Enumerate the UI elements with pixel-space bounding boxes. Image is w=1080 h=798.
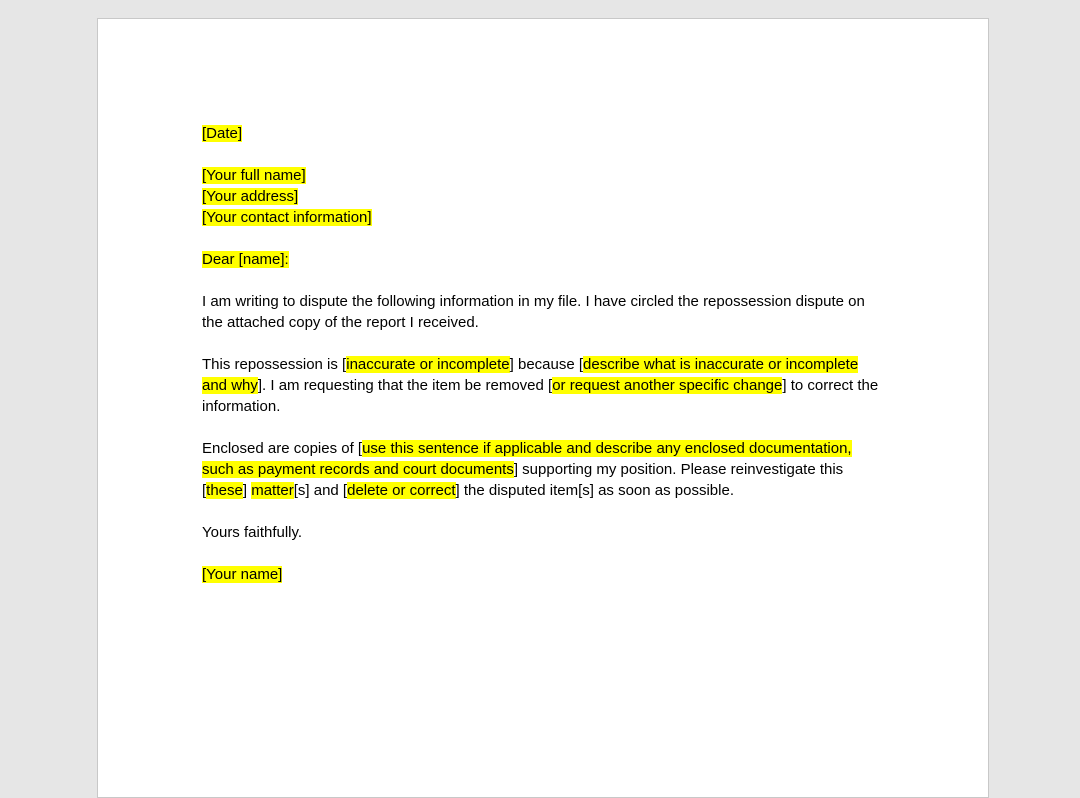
- paragraph-2[interactable]: [202, 354, 882, 417]
- date-placeholder[interactable]: [Date]: [202, 125, 243, 142]
- sender-name-line: [202, 165, 882, 186]
- para3-highlight-2[interactable]: these: [206, 482, 243, 499]
- para2-highlight-1[interactable]: inaccurate or incomplete: [346, 356, 510, 373]
- para3-text-3: ]: [242, 482, 252, 499]
- sender-address-line: [202, 186, 882, 207]
- paragraph-3[interactable]: [202, 438, 882, 501]
- date-line: [202, 123, 882, 144]
- para3-text-5: ] the disputed item[s] as soon as possible.: [455, 482, 734, 499]
- para3-highlight-4[interactable]: delete or correct: [347, 482, 456, 499]
- para2-text-3: ]. I am requesting that the item be removed [: [257, 377, 553, 394]
- signature-line: [202, 564, 882, 585]
- document-page: [97, 18, 989, 798]
- salutation-placeholder[interactable]: Dear [name]:: [202, 251, 289, 268]
- sender-address-placeholder[interactable]: [Your address]: [202, 188, 299, 205]
- para2-text-1: This repossession is [: [202, 356, 347, 373]
- para2-highlight-2[interactable]: describe what is inaccurate or incomplete and why: [202, 356, 859, 394]
- para2-highlight-3[interactable]: or request another specific change: [552, 377, 783, 394]
- para3-text-4: [s] and [: [293, 482, 348, 499]
- signature-placeholder[interactable]: [Your name]: [202, 566, 283, 583]
- sender-contact-placeholder[interactable]: [Your contact information]: [202, 209, 372, 226]
- para3-highlight-1[interactable]: use this sentence if applicable and describe any enclosed documentation, such as payment records and court documents: [202, 440, 852, 478]
- sender-contact-line: [202, 207, 882, 228]
- para3-text-2: ] supporting my position. Please reinvestigate this [: [202, 461, 844, 499]
- closing-line[interactable]: Yours faithfully.: [202, 524, 303, 541]
- letter-body: [202, 123, 882, 606]
- para3-text-1: Enclosed are copies of [: [202, 440, 363, 457]
- paragraph-1[interactable]: I am writing to dispute the following information in my file. I have circled the repossession dispute on the attached copy of the report I received.: [202, 293, 865, 331]
- para2-text-2: ] because [: [509, 356, 584, 373]
- para2-text-4: ] to correct the information.: [202, 377, 879, 415]
- salutation-line: [202, 249, 882, 270]
- sender-name-placeholder[interactable]: [Your full name]: [202, 167, 306, 184]
- para3-highlight-3[interactable]: matter: [251, 482, 294, 499]
